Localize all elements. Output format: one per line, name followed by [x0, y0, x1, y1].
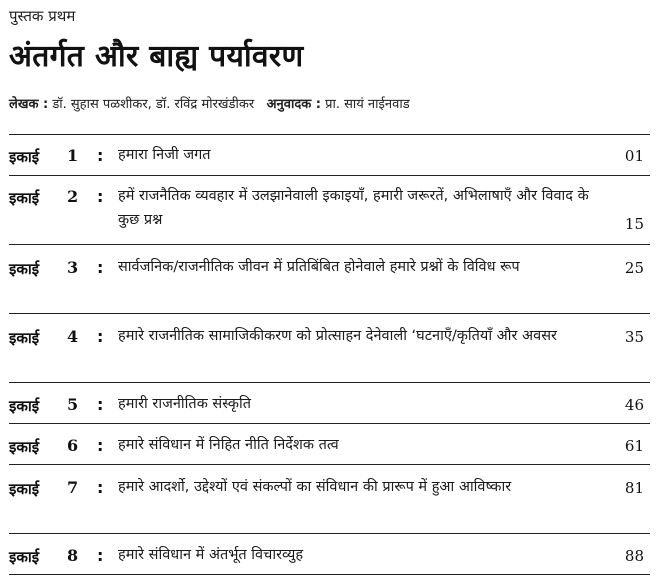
unit-label: इकाई: [9, 438, 40, 456]
unit-label: इकाई: [9, 260, 40, 278]
author-names: डॉ. सुहास पळशीकर, डॉ. रविंद्र मोरखंडीकर: [52, 97, 255, 112]
page-number: 35: [624, 328, 644, 346]
toc-row[interactable]: [9, 533, 650, 575]
unit-title: सार्वजनिक/राजनीतिक जीवन में प्रतिबिंबित होनेवाले हमारे प्रश्नों के विविध रूप: [118, 259, 520, 275]
book-title: अंतर्गत और बाह्य पर्यावरण: [9, 39, 304, 74]
page-number: 88: [624, 547, 644, 565]
unit-label: इकाई: [9, 329, 40, 347]
page-number: 25: [624, 259, 644, 277]
unit-title: हमारी राजनीतिक संस्कृति: [118, 396, 252, 412]
toc-row[interactable]: [9, 423, 650, 464]
toc-row[interactable]: [9, 134, 650, 175]
table-of-contents: [9, 134, 650, 575]
translator-name: प्रा. सायं नाईनवाड: [325, 97, 410, 112]
toc-row[interactable]: [9, 464, 650, 533]
toc-row[interactable]: [9, 175, 650, 244]
unit-title: हमारे संविधान में अंतर्भूत विचारव्युह: [118, 547, 304, 563]
toc-row[interactable]: [9, 244, 650, 313]
unit-colon: :: [97, 146, 104, 165]
unit-number: 6: [67, 436, 79, 455]
toc-row[interactable]: [9, 382, 650, 423]
translator-label: अनुवादक :: [266, 97, 321, 112]
unit-title: हमें राजनैतिक व्यवहार में उलझानेवाली इकाइयाँ, हमारी जरूरतें, अभिलाषाएँ और विवाद के कुछ प्रश्न: [118, 188, 589, 228]
book-label: पुस्तक प्रथम: [9, 7, 76, 25]
page-number: 15: [624, 215, 644, 233]
credits-line: [9, 94, 410, 112]
unit-number: 7: [67, 478, 79, 497]
unit-colon: :: [97, 478, 104, 497]
unit-colon: :: [97, 436, 104, 455]
unit-label: इकाई: [9, 480, 40, 498]
unit-colon: :: [97, 395, 104, 414]
unit-label: इकाई: [9, 148, 40, 166]
page-number: 46: [624, 396, 644, 414]
unit-number: 8: [67, 546, 79, 565]
unit-number: 1: [67, 146, 79, 165]
unit-title: हमारे आदर्शो, उद्देश्यों एवं संकल्पों का संविधान की प्रारूप में हुआ आविष्कार: [118, 479, 512, 495]
unit-title: हमारे संविधान में निहित नीति निर्देशक तत्व: [118, 437, 339, 453]
toc-row[interactable]: [9, 313, 650, 382]
unit-colon: :: [97, 546, 104, 565]
unit-number: 5: [67, 395, 79, 414]
unit-title: हमारा निजी जगत: [118, 147, 211, 163]
unit-colon: :: [97, 258, 104, 277]
unit-label: इकाई: [9, 548, 40, 566]
unit-number: 4: [67, 327, 79, 346]
page-number: 61: [624, 437, 644, 455]
author-label: लेखक :: [9, 97, 49, 112]
unit-label: इकाई: [9, 397, 40, 415]
unit-title: हमारे राजनीतिक सामाजिकीकरण को प्रोत्साहन देनेवाली ‘घटनाएँ/कृतियाँ और अवसर: [118, 328, 557, 344]
page-number: 01: [624, 147, 644, 165]
unit-number: 3: [67, 258, 79, 277]
unit-label: इकाई: [9, 189, 40, 207]
unit-number: 2: [67, 187, 79, 206]
unit-colon: :: [97, 187, 104, 206]
page-number: 81: [624, 479, 644, 497]
unit-colon: :: [97, 327, 104, 346]
